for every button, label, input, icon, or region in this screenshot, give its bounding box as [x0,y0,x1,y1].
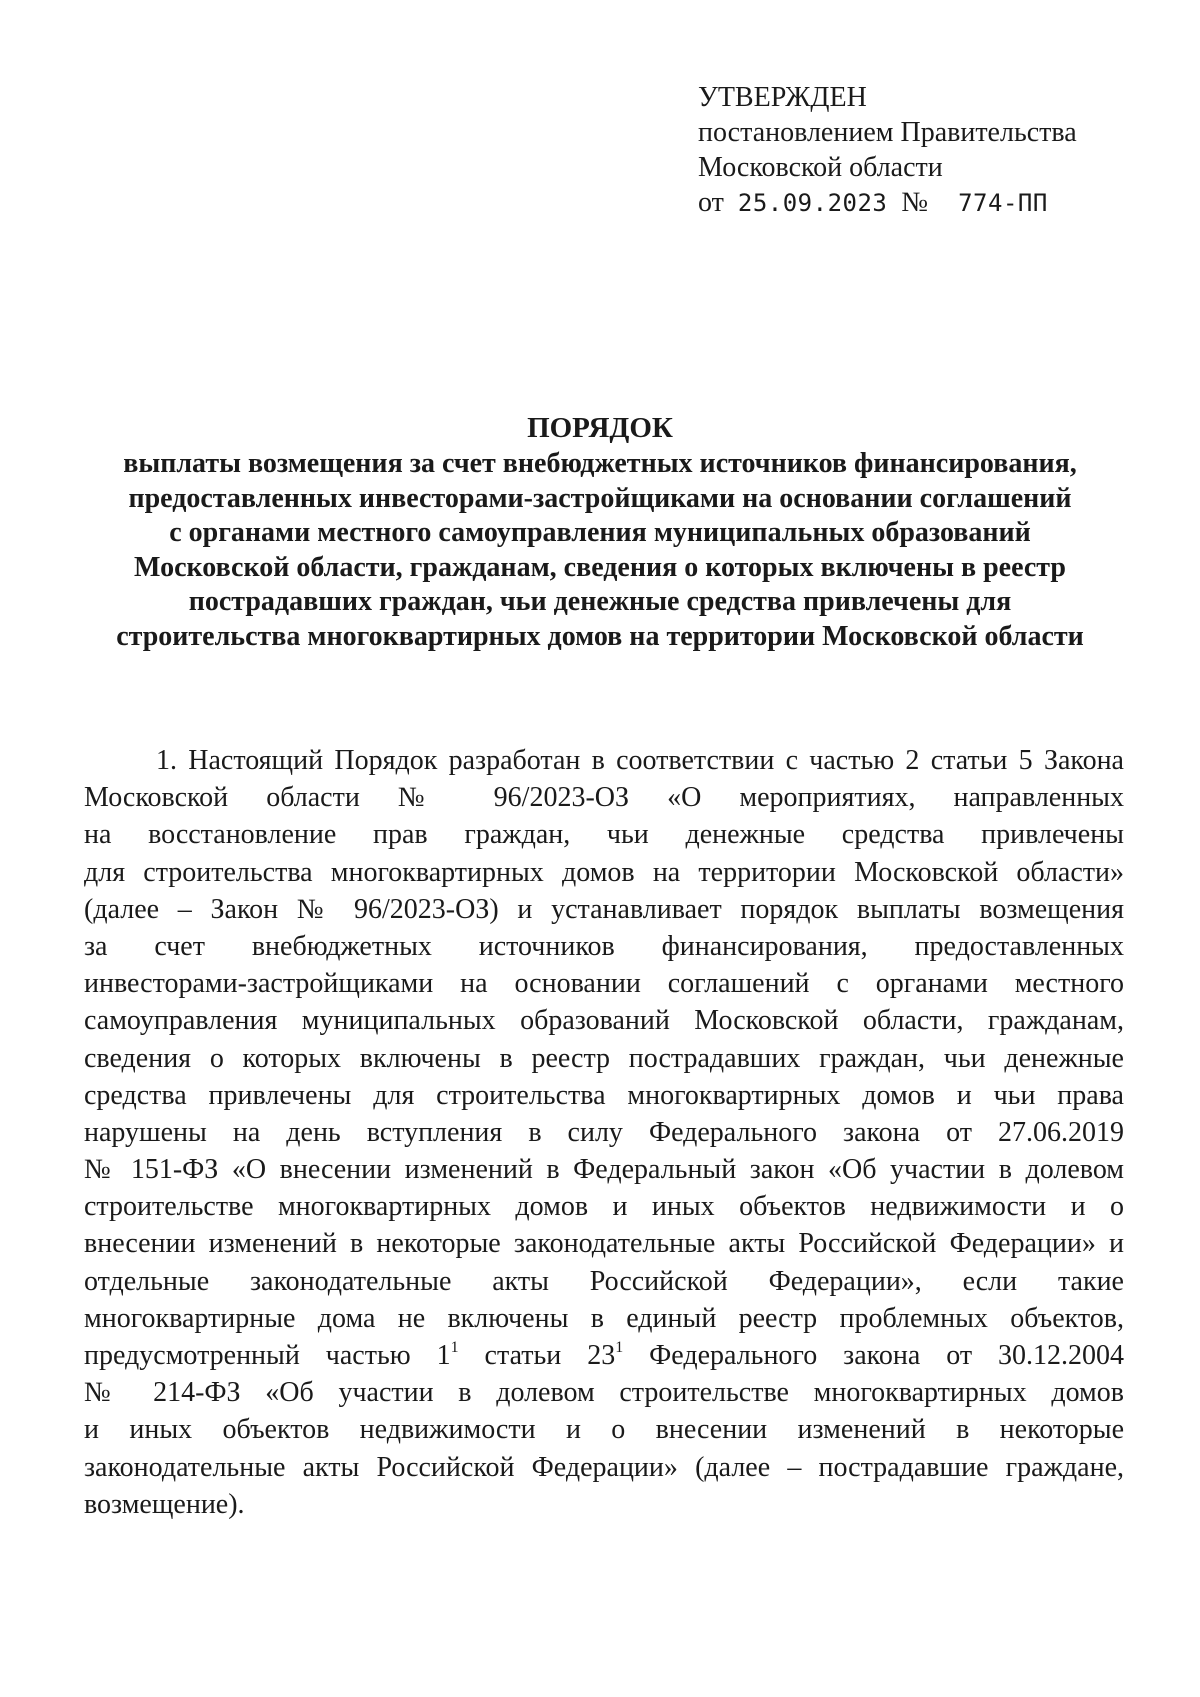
title-line: Московской области, гражданам, сведения о которых включены в реестр [134,551,1066,583]
document-title [70,410,1130,654]
paragraph-line: отдельные законодательные акты Российской Федерации», если такие [84,1265,1124,1297]
paragraph-line: строительстве многоквартирных домов и иных объектов недвижимости и о [84,1191,1124,1223]
paragraph-line: сведения о которых включены в реестр пострадавших граждан, чьи денежные [84,1042,1124,1074]
title-line: строительства многоквартирных домов на территории Московской области [116,620,1084,652]
paragraph-line: (далее – Закон № 96/2023-ОЗ) и устанавливает порядок выплаты возмещения [84,893,1124,925]
approval-date: 25.09.2023 [737,189,888,217]
superscript-2: 1 [615,1339,624,1356]
title-line: выплаты возмещения за счет внебюджетных источников финансирования, [123,448,1077,479]
approval-region-line: Московской области [698,152,943,183]
sup-line-part1: предусмотренный частью 1 [84,1340,451,1371]
approval-by-line: постановлением Правительства [698,117,1077,148]
approval-status: УТВЕРЖДЕН [698,82,867,113]
paragraph-1 [84,742,1124,1523]
paragraph-line: нарушены на день вступления в силу Федерального закона от 27.06.2019 [84,1116,1124,1148]
approval-number-sign: № [901,187,929,218]
paragraph-line-superscript [84,1337,1124,1374]
paragraph-line: на восстановление прав граждан, чьи денежные средства привлечены [84,819,1124,851]
paragraph-line: внесении изменений в некоторые законодательные акты Российской Федерации» и [84,1228,1124,1260]
superscript-1: 1 [450,1339,459,1356]
paragraph-line: Московской области № 96/2023-ОЗ «О мероприятиях, направленных [84,782,1124,814]
paragraph-line: самоуправления муниципальных образований Московской области, гражданам, [84,1005,1124,1037]
paragraph-line: для строительства многоквартирных домов на территории Московской области» [84,856,1124,888]
sup-line-part2: статьи 23 [458,1340,616,1371]
paragraph-line: законодательные акты Российской Федерации» (далее – пострадавшие граждане, [84,1451,1124,1483]
paragraph-line: 1. Настоящий Порядок разработан в соответствии с частью 2 статьи 5 Закона [156,745,1124,776]
title-line: пострадавших граждан, чьи денежные средства привлечены для [188,586,1012,617]
sup-line-part3: Федерального закона от 30.12.2004 [623,1340,1125,1371]
paragraph-line: № 151-ФЗ «О внесении изменений в Федеральный закон «Об участии в долевом [84,1154,1124,1186]
title-line: предоставленных инвесторами-застройщиками на основании соглашений [128,482,1072,514]
paragraph-line: и иных объектов недвижимости и о внесении изменений в некоторые [84,1414,1124,1446]
approval-date-prefix: от [698,187,724,218]
paragraph-line: возмещение). [84,1488,245,1520]
paragraph-line: средства привлечены для строительства многоквартирных домов и чьи права [84,1079,1124,1111]
paragraph-line: инвесторами-застройщиками на основании соглашений с органами местного [84,968,1124,1000]
paragraph-line: за счет внебюджетных источников финансирования, предоставленных [84,930,1124,962]
title-heading: ПОРЯДОК [527,412,673,444]
title-line: с органами местного самоуправления муниципальных образований [169,517,1031,548]
approval-number: 774-ПП [958,189,1048,217]
approval-block [698,80,1158,221]
paragraph-line: многоквартирные дома не включены в единый реестр проблемных объектов, [84,1302,1124,1334]
paragraph-line: № 214-ФЗ «Об участии в долевом строительстве многоквартирных домов [84,1377,1124,1409]
approval-date-line [698,185,1158,221]
